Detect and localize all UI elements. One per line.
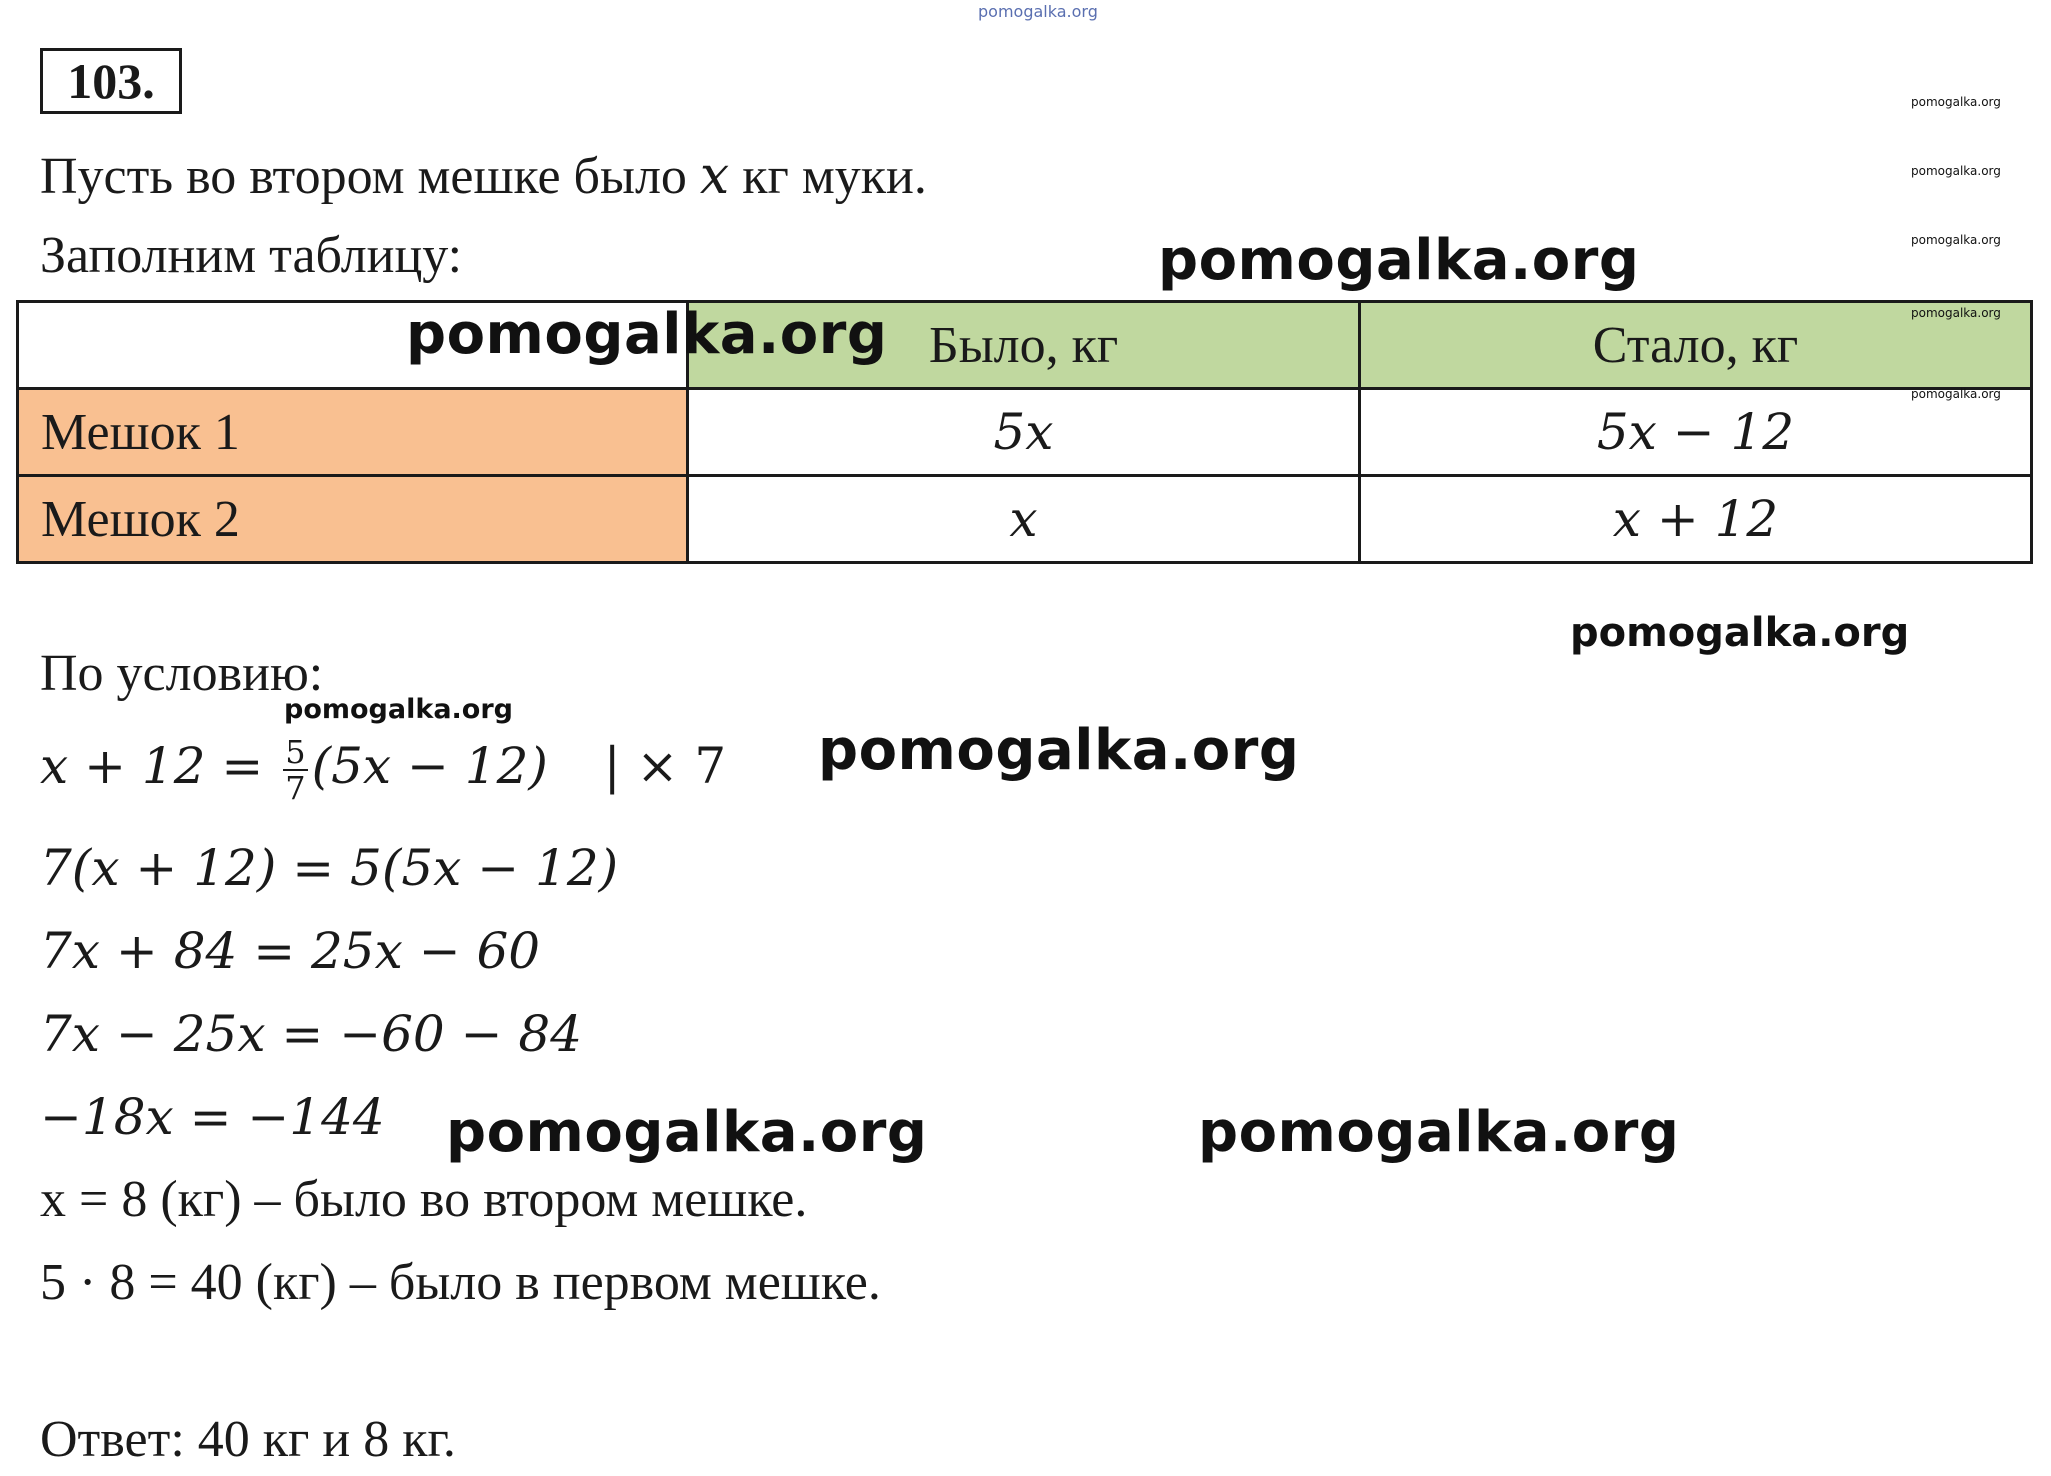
watermark: pomogalka.org	[1911, 164, 2001, 178]
condition-label: По условию:	[40, 645, 324, 702]
fraction-numerator: 5	[285, 733, 306, 771]
answer: Ответ: 40 кг и 8 кг.	[40, 1411, 456, 1468]
equation-1-multiplier: | × 7	[603, 737, 727, 795]
watermark: pomogalka.org	[1911, 306, 2001, 320]
watermark: pomogalka.org	[1911, 387, 2001, 401]
solution-step: 7(x + 12) = 5(5x − 12)	[40, 839, 619, 897]
table-cell-after: 5x − 12	[1360, 389, 2032, 476]
watermark: pomogalka.org	[446, 1100, 928, 1165]
watermark: pomogalka.org	[1911, 95, 2001, 109]
intro-line-1-prefix: Пусть во втором мешке было	[40, 148, 687, 205]
watermark: pomogalka.org	[978, 2, 1098, 21]
table-row-label: Мешок 1	[18, 389, 688, 476]
watermark: pomogalka.org	[1158, 228, 1640, 293]
result-second-bag: x = 8 (кг) – было во втором мешке.	[40, 1171, 808, 1228]
intro-line-2: Заполним таблицу:	[40, 227, 463, 284]
table-row	[18, 476, 2032, 563]
solution-step: 7x + 84 = 25x − 60	[40, 922, 541, 980]
watermark: pomogalka.org	[1198, 1100, 1680, 1165]
fraction-denominator: 7	[285, 769, 306, 807]
intro-variable: x	[699, 146, 730, 206]
table-header-row	[18, 302, 2032, 389]
table-row	[18, 389, 2032, 476]
equation-1-left: x + 12 =	[40, 737, 264, 795]
intro-line-1-suffix: кг муки.	[742, 148, 927, 205]
table-cell-before: x	[688, 476, 1360, 563]
solution-step: −18x = −144	[40, 1088, 385, 1146]
equation-1-right: (5x − 12)	[311, 737, 548, 795]
watermark: pomogalka.org	[1911, 233, 2001, 247]
table-row-label: Мешок 2	[18, 476, 688, 563]
solution-step: 7x − 25x = −60 − 84	[40, 1005, 583, 1063]
watermark: pomogalka.org	[406, 302, 888, 367]
table-cell-before: 5x	[688, 389, 1360, 476]
problem-number: 103.	[40, 48, 182, 114]
equation-1	[40, 735, 726, 805]
table-header-after: Стало, кг	[1360, 302, 2032, 389]
watermark: pomogalka.org	[1570, 610, 1910, 656]
fraction	[283, 735, 307, 805]
watermark: pomogalka.org	[818, 718, 1300, 783]
table-cell-after: x + 12	[1360, 476, 2032, 563]
table-header-before: Было, кг	[688, 302, 1360, 389]
data-table	[16, 300, 2033, 564]
result-first-bag: 5 · 8 = 40 (кг) – было в первом мешке.	[40, 1254, 881, 1311]
intro-line-1	[40, 146, 927, 207]
watermark: pomogalka.org	[284, 694, 513, 725]
